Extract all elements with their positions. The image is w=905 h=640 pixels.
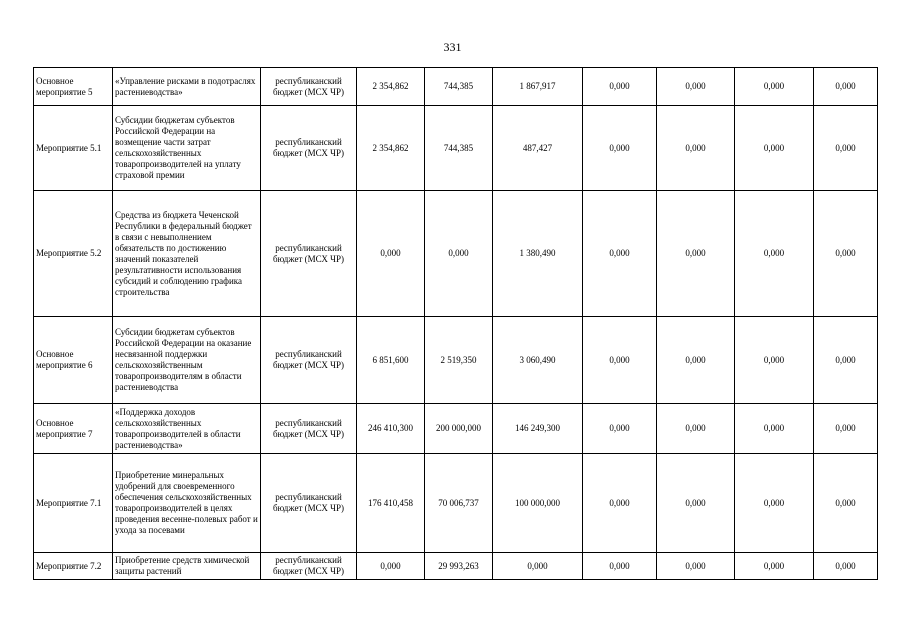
amount-cell: 487,427 <box>493 106 583 191</box>
amount-cell: 0,000 <box>657 68 735 106</box>
amount-cell: 0,000 <box>357 191 425 317</box>
amount-cell: 2 354,862 <box>357 106 425 191</box>
amount-cell: 0,000 <box>814 317 878 404</box>
amount-cell: 1 867,917 <box>493 68 583 106</box>
measure-description: Средства из бюджета Чеченской Республики в федеральный бюджет в связи с невыполнением обязательств по достижению значений показателей результативности использования субсидий и соблюдению графика строительства <box>113 191 261 317</box>
measure-name: Мероприятие 7.2 <box>34 553 113 580</box>
measure-name: Мероприятие 5.1 <box>34 106 113 191</box>
amount-cell: 0,000 <box>583 106 657 191</box>
amount-cell: 0,000 <box>814 553 878 580</box>
table-row <box>34 553 878 580</box>
page-number: 331 <box>443 40 462 54</box>
amount-cell: 1 380,490 <box>493 191 583 317</box>
amount-cell: 200 000,000 <box>425 404 493 454</box>
amount-cell: 0,000 <box>814 68 878 106</box>
amount-cell: 0,000 <box>814 404 878 454</box>
amount-cell: 0,000 <box>583 191 657 317</box>
amount-cell: 0,000 <box>425 191 493 317</box>
amount-cell: 29 993,263 <box>425 553 493 580</box>
measure-name: Основное мероприятие 5 <box>34 68 113 106</box>
amount-cell: 0,000 <box>735 553 814 580</box>
table-row <box>34 317 878 404</box>
amount-cell: 0,000 <box>657 454 735 553</box>
measure-description: Приобретение минеральных удобрений для своевременного обеспечения сельскохозяйственных товаропроизводителей в целях проведения весенне-полевых работ и ухода за посевами <box>113 454 261 553</box>
measure-description: «Поддержка доходов сельскохозяйственных товаропроизводителей в области растениеводства» <box>113 404 261 454</box>
measure-name: Мероприятие 5.2 <box>34 191 113 317</box>
amount-cell: 0,000 <box>735 454 814 553</box>
amount-cell: 0,000 <box>657 317 735 404</box>
amount-cell: 0,000 <box>735 404 814 454</box>
amount-cell: 0,000 <box>657 191 735 317</box>
measure-description: Приобретение средств химической защиты растений <box>113 553 261 580</box>
amount-cell: 0,000 <box>814 106 878 191</box>
funding-source: республиканский бюджет (МСХ ЧР) <box>261 68 357 106</box>
amount-cell: 0,000 <box>657 404 735 454</box>
measure-name: Мероприятие 7.1 <box>34 454 113 553</box>
measure-description: Субсидии бюджетам субъектов Российской Федерации на оказание несвязанной поддержки сельскохозяйственным товаропроизводителям в области растениеводства <box>113 317 261 404</box>
amount-cell: 2 519,350 <box>425 317 493 404</box>
table-row <box>34 454 878 553</box>
amount-cell: 0,000 <box>583 68 657 106</box>
amount-cell: 0,000 <box>657 106 735 191</box>
amount-cell: 0,000 <box>583 317 657 404</box>
amount-cell: 0,000 <box>583 553 657 580</box>
measure-description: «Управление рисками в подотраслях растениеводства» <box>113 68 261 106</box>
measure-name: Основное мероприятие 7 <box>34 404 113 454</box>
amount-cell: 70 006,737 <box>425 454 493 553</box>
funding-source: республиканский бюджет (МСХ ЧР) <box>261 553 357 580</box>
amount-cell: 744,385 <box>425 68 493 106</box>
amount-cell: 744,385 <box>425 106 493 191</box>
amount-cell: 0,000 <box>583 454 657 553</box>
amount-cell: 0,000 <box>583 404 657 454</box>
measure-description: Субсидии бюджетам субъектов Российской Федерации на возмещение части затрат сельскохозяйственных товаропроизводителей на уплату страховой премии <box>113 106 261 191</box>
table-row <box>34 191 878 317</box>
amount-cell: 0,000 <box>735 68 814 106</box>
funding-source: республиканский бюджет (МСХ ЧР) <box>261 106 357 191</box>
amount-cell: 6 851,600 <box>357 317 425 404</box>
funding-source: республиканский бюджет (МСХ ЧР) <box>261 191 357 317</box>
amount-cell: 0,000 <box>657 553 735 580</box>
budget-table <box>33 67 878 580</box>
amount-cell: 100 000,000 <box>493 454 583 553</box>
funding-source: республиканский бюджет (МСХ ЧР) <box>261 404 357 454</box>
amount-cell: 0,000 <box>814 454 878 553</box>
amount-cell: 2 354,862 <box>357 68 425 106</box>
table-row <box>34 404 878 454</box>
table-row <box>34 68 878 106</box>
amount-cell: 3 060,490 <box>493 317 583 404</box>
amount-cell: 0,000 <box>735 317 814 404</box>
amount-cell: 0,000 <box>735 191 814 317</box>
table-row <box>34 106 878 191</box>
funding-source: республиканский бюджет (МСХ ЧР) <box>261 454 357 553</box>
measure-name: Основное мероприятие 6 <box>34 317 113 404</box>
amount-cell: 0,000 <box>814 191 878 317</box>
amount-cell: 246 410,300 <box>357 404 425 454</box>
amount-cell: 0,000 <box>493 553 583 580</box>
amount-cell: 0,000 <box>735 106 814 191</box>
amount-cell: 146 249,300 <box>493 404 583 454</box>
amount-cell: 176 410,458 <box>357 454 425 553</box>
funding-source: республиканский бюджет (МСХ ЧР) <box>261 317 357 404</box>
amount-cell: 0,000 <box>357 553 425 580</box>
